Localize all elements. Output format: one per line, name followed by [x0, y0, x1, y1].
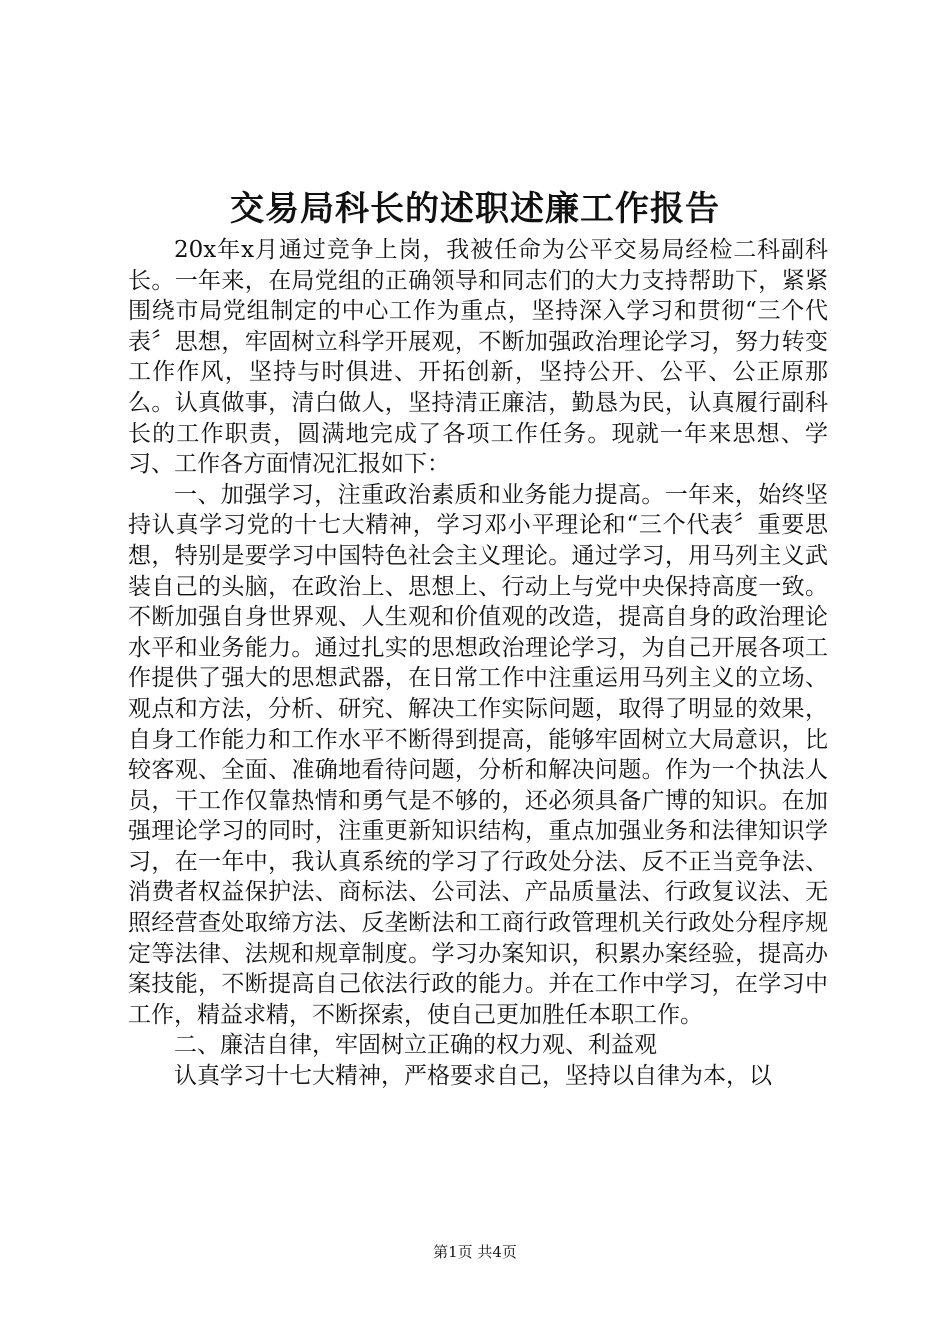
document-title: 交易局科长的述职述廉工作报告	[230, 189, 720, 229]
paragraph-intro: 20x年x月通过竞争上岗，我被任命为公平交易局经检二科副科长。一年来，在局党组的正确领导和同志们的大力支持帮助下，紧紧围绕市局党组制定的中心工作为重点，坚持深入学习和贯彻“三个代表〞思想，牢固树立科学开展观，不断加强政治理论学习，努力转变工作作风，坚持与时俱进、开拓创新，坚持公开、公平、公正原那么。认真做事，清白做人，坚持清正廉洁，勤恳为民，认真履行副科长的工作职责，圆满地完成了各项工作任务。现就一年来思想、学习、工作各方面情况汇报如下：	[128, 237, 828, 478]
paragraph-section-two-body: 认真学习十七大精神，严格要求自己，坚持以自律为本，以	[174, 1063, 772, 1090]
page-footer: 第1页 共4页	[433, 1243, 517, 1261]
paragraph-section-two-heading: 二、廉洁自律，牢固树立正确的权力观、利益观	[174, 1032, 657, 1059]
paragraph-section-one: 一、加强学习，注重政治素质和业务能力提高。一年来，始终坚持认真学习党的十七大精神，学习邓小平理论和“三个代表〞重要思想，特别是要学习中国特色社会主义理论。通过学习，用马列主义武装自己的头脑，在政治上、思想上、行动上与党中央保持高度一致。不断加强自身世界观、人生观和价值观的改造，提高自身的政治理论水平和业务能力。通过扎实的思想政治理论学习，为自己开展各项工作提供了强大的思想武器，在日常工作中注重运用马列主义的立场、观点和方法，分析、研究、解决工作实际问题，取得了明显的效果，自身工作能力和工作水平不断得到提高，能够牢固树立大局意识，比较客观、全面、准确地看待问题，分析和解决问题。作为一个执法人员，干工作仅靠热情和勇气是不够的，还必须具备广博的知识。在加强理论学习的同时，注重更新知识结构，重点加强业务和法律知识学习，在一年中，我认真系统的学习了行政处分法、反不正当竞争法、消费者权益保护法、商标法、公司法、产品质量法、行政复议法、无照经营查处取缔方法、反垄断法和工商行政管理机关行政处分程序规定等法律、法规和规章制度。学习办案知识，积累办案经验，提高办案技能，不断提高自己依法行政的能力。并在工作中学习，在学习中工作，精益求精，不断探索，使自己更加胜任本职工作。	[128, 481, 828, 1028]
document-body	[128, 235, 828, 1092]
